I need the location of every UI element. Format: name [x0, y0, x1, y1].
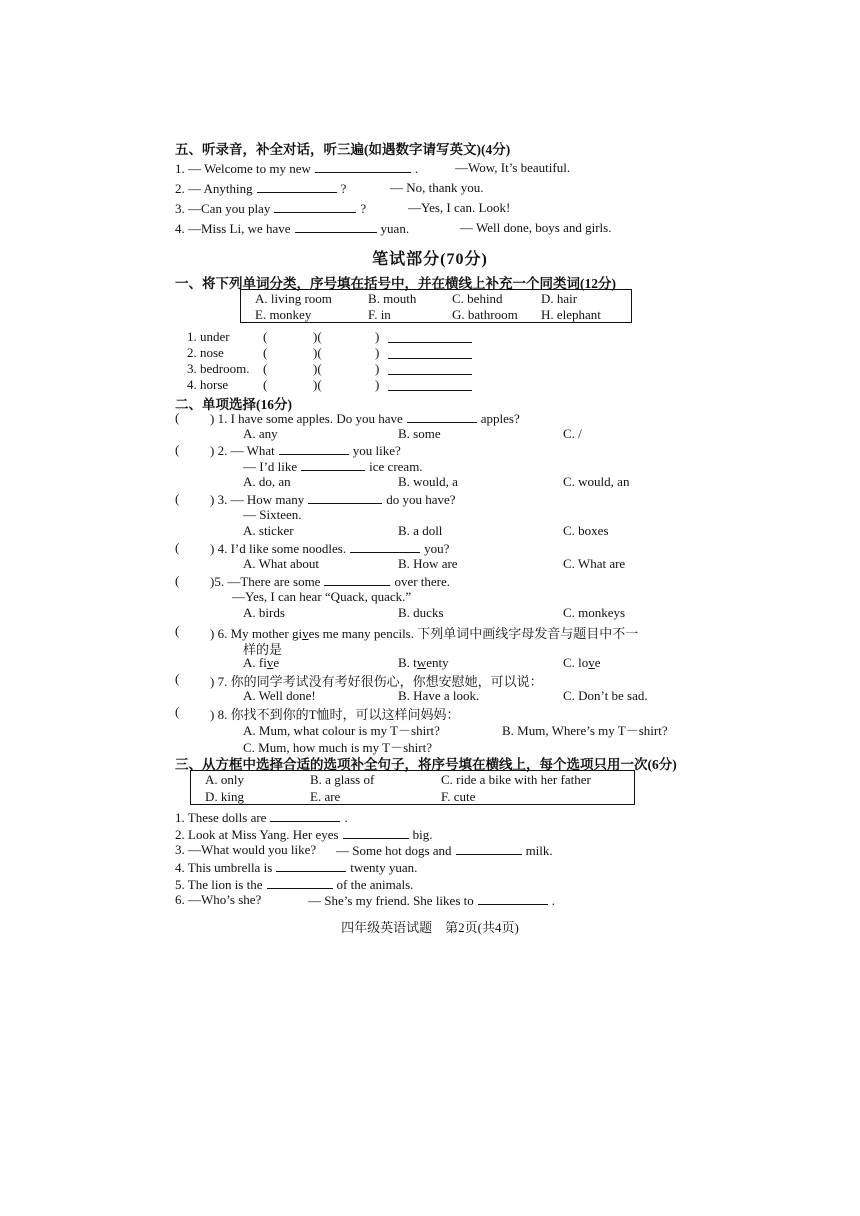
sentence-text: . — [344, 810, 348, 825]
listening-reply-2: — No, thank you. — [390, 180, 484, 195]
listening-item-1 — [175, 160, 418, 177]
answer-paren[interactable]: ( — [175, 623, 180, 638]
answer-paren-close[interactable]: ) — [375, 377, 380, 392]
item-punct: . — [414, 161, 419, 176]
listening-heading: 五、听录音，补全对话，听三遍(如遇数字请写英文)(4分) — [175, 142, 511, 157]
listening-item-3 — [175, 200, 366, 217]
sentence-text: big. — [412, 827, 433, 842]
question-stem: ) 3. — How many — [210, 492, 305, 507]
word-option: F. in — [368, 307, 391, 322]
word-option: A. living room — [255, 291, 332, 306]
answer-blank[interactable] — [315, 160, 411, 173]
item-punct: ? — [340, 181, 347, 196]
sentence-text: 3. —What would you like? — [175, 842, 317, 857]
question-stem: apples? — [480, 411, 520, 426]
answer-blank[interactable] — [301, 458, 365, 471]
answer-blank[interactable] — [308, 491, 382, 504]
option-b: B. How are — [398, 556, 458, 571]
sentence-text: twenty yuan. — [350, 860, 418, 875]
question-stem: you? — [424, 541, 450, 556]
question-stem: you like? — [352, 443, 401, 458]
fill-option: A. only — [205, 772, 244, 787]
listening-reply-4: — Well done, boys and girls. — [460, 220, 612, 235]
question-stem: ) 4. I’d like some noodles. — [210, 541, 347, 556]
question-stem: ) 6. My mother gi — [210, 626, 303, 641]
question-stem: ) 1. I have some apples. Do you have — [210, 411, 403, 426]
fill-option: D. king — [205, 789, 244, 804]
listening-reply-1: —Wow, It’s beautiful. — [455, 160, 571, 175]
item-prompt: —Miss Li, we have — [188, 221, 291, 236]
question-2-line2 — [243, 458, 423, 475]
word-option: B. mouth — [368, 291, 417, 306]
part1-heading: 一、将下列单词分类，序号填在括号中，并在横线上补充一个同类词(12分) — [175, 276, 616, 291]
item-prompt: — Welcome to my new — [188, 161, 311, 176]
sentence-3-reply — [336, 842, 553, 859]
question-2 — [210, 442, 401, 459]
sentence-text: 6. —Who’s she? — [175, 892, 262, 907]
sentence-text: milk. — [525, 843, 553, 858]
option-b: B. Mum, Where’s my T－shirt? — [502, 723, 668, 738]
option-b: B. Have a look. — [398, 688, 480, 703]
question-stem: do you have? — [386, 492, 456, 507]
classify-item-2: 2. nose — [187, 345, 224, 360]
item-number: 1. — [175, 161, 185, 176]
answer-paren-close[interactable]: ) — [375, 329, 380, 344]
sentence-5 — [175, 876, 413, 893]
item-prompt: —Can you play — [188, 201, 271, 216]
item-punct: ? — [360, 201, 367, 216]
option-c: C. Mum, how much is my T－shirt? — [243, 740, 432, 755]
question-4 — [210, 540, 449, 557]
option-c — [563, 655, 601, 671]
answer-paren-open[interactable]: ( — [263, 361, 268, 376]
option-c: C. What are — [563, 556, 626, 571]
answer-paren-mid[interactable]: )( — [313, 345, 322, 360]
option-a: A. sticker — [243, 523, 294, 538]
part2-heading: 二、单项选择(16分) — [175, 397, 292, 412]
answer-blank[interactable] — [257, 180, 337, 193]
fill-option: E. are — [310, 789, 341, 804]
answer-paren-close[interactable]: ) — [375, 345, 380, 360]
sentence-6-reply — [308, 892, 555, 909]
sentence-text: 4. This umbrella is — [175, 860, 273, 875]
question-7: ) 7. 你的同学考试没有考好很伤心，你想安慰她，可以说： — [210, 674, 543, 689]
question-stem: ice cream. — [369, 459, 423, 474]
classify-item-4: 4. horse — [187, 377, 229, 392]
option-text: e — [594, 655, 601, 670]
sentence-text: — She’s my friend. She likes to — [308, 893, 474, 908]
answer-paren-open[interactable]: ( — [263, 329, 268, 344]
page-footer: 四年级英语试题 第2页(共4页) — [341, 920, 519, 935]
option-b: B. would, a — [398, 474, 458, 489]
item-number: 2. — [175, 181, 185, 196]
question-5 — [210, 573, 450, 590]
listening-item-4 — [175, 220, 409, 237]
answer-blank[interactable] — [324, 573, 390, 586]
answer-paren-mid[interactable]: )( — [313, 377, 322, 392]
option-c: C. / — [563, 426, 582, 441]
fill-option: F. cute — [441, 789, 476, 804]
option-b — [398, 655, 449, 671]
option-text: e — [273, 655, 280, 670]
answer-blank[interactable] — [407, 410, 477, 423]
answer-blank[interactable] — [276, 859, 346, 872]
answer-line[interactable] — [388, 342, 472, 343]
option-b: B. some — [398, 426, 441, 441]
answer-line[interactable] — [388, 358, 472, 359]
answer-paren[interactable]: ( — [175, 704, 180, 719]
underlined-letter: w — [416, 655, 427, 670]
question-3-line2: — Sixteen. — [243, 507, 302, 522]
answer-paren-open[interactable]: ( — [263, 377, 268, 392]
answer-line[interactable] — [388, 374, 472, 375]
question-6-line2: 样的是 — [243, 642, 283, 657]
answer-line[interactable] — [388, 390, 472, 391]
option-c: C. boxes — [563, 523, 609, 538]
option-text: enty — [426, 655, 449, 670]
written-section-title: 笔试部分(70分) — [372, 251, 488, 268]
answer-paren[interactable]: ( — [175, 491, 180, 506]
option-a: A. What about — [243, 556, 319, 571]
answer-paren-mid[interactable]: )( — [313, 329, 322, 344]
option-b: B. a doll — [398, 523, 443, 538]
item-prompt: — Anything — [188, 181, 253, 196]
listening-reply-3: —Yes, I can. Look! — [408, 200, 511, 215]
sentence-text: . — [551, 893, 555, 908]
word-option: C. behind — [452, 291, 503, 306]
fill-option: B. a glass of — [310, 772, 375, 787]
word-option: G. bathroom — [452, 307, 518, 322]
question-5-line2: —Yes, I can hear “Quack, quack.” — [232, 589, 412, 604]
answer-paren-mid[interactable]: )( — [313, 361, 322, 376]
answer-blank[interactable] — [267, 876, 333, 889]
classify-item-1: 1. under — [187, 329, 230, 344]
sentence-text: 5. The lion is the — [175, 877, 263, 892]
question-stem: )5. —There are some — [210, 574, 321, 589]
option-a: A. do, an — [243, 474, 291, 489]
sentence-text: — Some hot dogs and — [336, 843, 452, 858]
question-stem: ) 2. — What — [210, 443, 275, 458]
option-a: A. birds — [243, 605, 285, 620]
item-punct: yuan. — [380, 221, 410, 236]
word-option: D. hair — [541, 291, 578, 306]
answer-blank[interactable] — [279, 442, 349, 455]
answer-paren-open[interactable]: ( — [263, 345, 268, 360]
answer-paren[interactable]: ( — [175, 442, 180, 457]
underlined-letter: v — [588, 655, 595, 670]
sentence-1 — [175, 809, 348, 826]
item-number: 3. — [175, 201, 185, 216]
answer-paren[interactable]: ( — [175, 671, 180, 686]
answer-blank[interactable] — [456, 842, 522, 855]
word-option: H. elephant — [541, 307, 601, 322]
answer-blank[interactable] — [478, 892, 548, 905]
fill-option: C. ride a bike with her father — [441, 772, 591, 787]
answer-paren-close[interactable]: ) — [375, 361, 380, 376]
answer-blank[interactable] — [274, 200, 356, 213]
option-c: C. monkeys — [563, 605, 626, 620]
question-3 — [210, 491, 456, 508]
answer-blank[interactable] — [270, 809, 340, 822]
question-stem: es me many pencils. 下列单词中画线字母发音与题目中不一 — [308, 626, 639, 641]
answer-paren[interactable]: ( — [175, 573, 180, 588]
question-stem: — I’d like — [243, 459, 298, 474]
answer-blank[interactable] — [295, 220, 377, 233]
sentence-text: 2. Look at Miss Yang. Her eyes — [175, 827, 339, 842]
sentence-text: 1. These dolls are — [175, 810, 267, 825]
part3-heading: 三、从方框中选择合适的选项补全句子，将序号填在横线上，每个选项只用一次(6分) — [175, 757, 677, 772]
listening-item-2 — [175, 180, 346, 197]
answer-paren[interactable]: ( — [175, 410, 180, 425]
answer-paren[interactable]: ( — [175, 540, 180, 555]
question-stem: over there. — [394, 574, 451, 589]
option-text: C. lo — [563, 655, 589, 670]
option-c: C. Don’t be sad. — [563, 688, 648, 703]
option-text: B. t — [398, 655, 417, 670]
sentence-4 — [175, 859, 417, 876]
question-8: ) 8. 你找不到你的T恤时，可以这样问妈妈： — [210, 707, 460, 722]
option-a — [243, 655, 279, 671]
option-text: A. fi — [243, 655, 267, 670]
sentence-text: of the animals. — [336, 877, 414, 892]
option-c: C. would, an — [563, 474, 630, 489]
underlined-letter: v — [302, 626, 309, 641]
option-a: A. Mum, what colour is my T－shirt? — [243, 723, 440, 738]
answer-blank[interactable] — [350, 540, 420, 553]
underlined-letter: v — [266, 655, 274, 670]
answer-blank[interactable] — [343, 826, 409, 839]
item-number: 4. — [175, 221, 185, 236]
sentence-6 — [175, 892, 261, 908]
classify-item-3: 3. bedroom. — [187, 361, 250, 376]
sentence-3 — [175, 842, 316, 858]
option-a: A. any — [243, 426, 278, 441]
sentence-2 — [175, 826, 432, 843]
option-a: A. Well done! — [243, 688, 316, 703]
question-1 — [210, 410, 520, 427]
word-option: E. monkey — [255, 307, 312, 322]
option-b: B. ducks — [398, 605, 444, 620]
